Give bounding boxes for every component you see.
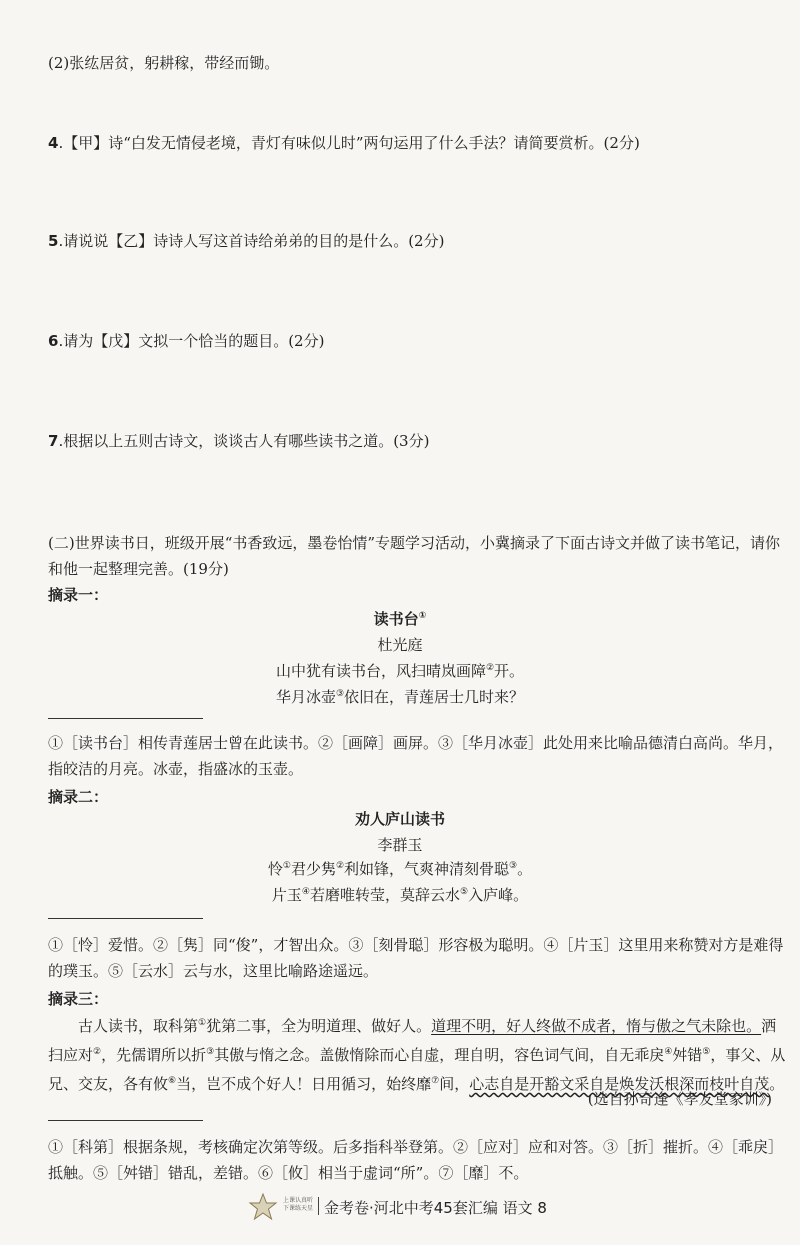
question-7 — [48, 430, 429, 452]
excerpt-2-heading: 摘录二： — [48, 788, 109, 806]
passage-text: 古人读书，取科第 — [78, 1017, 199, 1035]
question-text: .【甲】诗“白发无情侵老境，青灯有味似儿时”两句运用了什么手法？请简要赏析。(2分) — [58, 134, 640, 152]
footnote-mark: ⑥ — [168, 1076, 177, 1086]
passage-text: 洒扫应对 — [48, 1017, 777, 1064]
footnote-mark: ① — [198, 1018, 207, 1028]
footnote-mark: ⑤ — [460, 887, 469, 897]
underlined-sentence: 道理不明，好人终做不成者，惰与傲之气未除也。 — [431, 1017, 762, 1035]
star-logo-icon — [248, 1192, 278, 1222]
poem-text: 开。 — [494, 662, 525, 680]
footnote-mark: ⑦ — [431, 1076, 440, 1086]
excerpt-1-heading: 摘录一： — [48, 586, 109, 604]
question-number: 4 — [48, 134, 59, 152]
poem-text: 利如锋，气爽神清刻骨聪 — [344, 860, 510, 878]
footnote-mark: ③ — [509, 861, 518, 871]
footnote-mark: ④ — [301, 887, 310, 897]
poem-text: 。 — [517, 860, 533, 878]
passage-text: 当，岂不成个好人！日用循习，始终靡 — [176, 1075, 432, 1093]
passage-text: 犹第二事，全为明道理、做好人。 — [206, 1017, 432, 1035]
excerpt-2-notes: ①［怜］爱惜。②［隽］同“俊”，才智出众。③［刻骨聪］形容极为聪明。④［片玉］这里用来称赞对方是难得的璞玉。⑤［云水］云与水，这里比喻路途遥远。 — [48, 936, 784, 980]
footer-divider — [318, 1197, 319, 1215]
poem-1-line-1 — [0, 660, 800, 681]
poem-2-line-2 — [0, 884, 800, 905]
passage-text: ，先儒谓所以折 — [101, 1046, 207, 1064]
slogan-line: 上课认真听 — [283, 1197, 314, 1204]
footnote-mark: ② — [335, 861, 345, 871]
footnote-mark: ① — [418, 611, 427, 621]
question-text: .根据以上五则古诗文，谈谈古人有哪些读书之道。(3分) — [58, 432, 430, 450]
footnote-mark: ⑤ — [702, 1047, 711, 1057]
question-5 — [48, 230, 444, 252]
poem-title-text: 读书台 — [373, 610, 419, 628]
poem-text: 入庐峰。 — [468, 886, 529, 904]
footnote-divider — [48, 1120, 203, 1121]
poem-text: 怜 — [267, 860, 283, 878]
poem-1-author: 杜光庭 — [377, 636, 423, 654]
excerpt-1-notes: ①［读书台］相传青莲居士曾在此读书。②［画障］画屏。③［华月冰壶］此处用来比喻品德清白高尚。华月，指皎洁的月亮。冰壶，指盛冰的玉壶。 — [48, 734, 784, 778]
poem-2-title: 劝人庐山读书 — [354, 810, 445, 828]
poem-1-title — [0, 608, 800, 629]
poem-2-author: 李群玉 — [377, 836, 423, 854]
footnote-mark: ② — [93, 1047, 102, 1057]
poem-text: 君少隽 — [290, 860, 336, 878]
wavy-underlined-sentence: 心志自是开豁文采自是焕发沃根深而枝叶自茂 — [469, 1075, 770, 1093]
footnote-mark: ④ — [664, 1047, 673, 1057]
poem-text: 华月冰壶 — [275, 688, 336, 706]
passage-text: 间， — [439, 1075, 470, 1093]
passage-text: ，事父、从兄、交友，各有攸 — [48, 1046, 786, 1093]
excerpt-3-notes: ①［科第］根据条规，考核确定次第等级。后多指科举登第。②［应对］应和对答。③［折］摧折。④［乖戾］抵触。⑤［舛错］错乱，差错。⑥［攸］相当于虚词“所”。⑦［靡］不。 — [48, 1138, 784, 1182]
logo-slogan — [283, 1197, 313, 1213]
section-2-intro: (二)世界读书日，班级开展“书香致远，墨卷怡情”专题学习活动，小冀摘录了下面古诗文并做了读书笔记，请你和他一起整理完善。(19分) — [48, 534, 781, 578]
passage-text: 。 — [769, 1075, 785, 1093]
footer-title: 金考卷·河北中考45套汇编 语文 8 — [324, 1199, 547, 1217]
question-number: 5 — [48, 232, 59, 250]
question-text: .请说说【乙】诗诗人写这首诗给弟弟的目的是什么。(2分) — [58, 232, 445, 250]
poem-text: 山中犹有读书台，风扫晴岚画障 — [275, 662, 486, 680]
question-4 — [48, 132, 640, 154]
question-3-sub-2: (2)张纮居贫，躬耕稼，带经而锄。 — [48, 54, 280, 72]
passage-source: (选自孙奇逢《孝友堂家训》) — [587, 1090, 772, 1108]
footnote-divider — [48, 718, 203, 719]
footnote-mark: ② — [485, 663, 495, 673]
question-number: 7 — [48, 432, 59, 450]
excerpt-3-heading: 摘录三： — [48, 990, 109, 1008]
slogan-line: 下课练天星 — [283, 1205, 314, 1212]
question-6 — [48, 330, 324, 352]
poem-text: 片玉 — [271, 886, 302, 904]
question-number: 6 — [48, 332, 59, 350]
poem-text: 若磨唯转莹，莫辞云水 — [309, 886, 460, 904]
footnote-mark: ① — [282, 861, 291, 871]
footnote-divider — [48, 918, 203, 919]
poem-2-line-1 — [0, 858, 800, 879]
passage-text: 舛错 — [672, 1046, 703, 1064]
footnote-mark: ③ — [335, 689, 345, 699]
footnote-mark: ③ — [206, 1047, 215, 1057]
excerpt-3-passage — [48, 1010, 788, 1097]
page-footer — [0, 1192, 800, 1222]
question-text: .请为【戊】文拟一个恰当的题目。(2分) — [58, 332, 325, 350]
passage-text: 其傲与惰之念。盖傲惰除而心自虚，理自明，容色词气间，自无乖戾 — [214, 1046, 665, 1064]
poem-text: 依旧在，青莲居士几时来？ — [344, 688, 525, 706]
poem-1-line-2 — [0, 686, 800, 707]
